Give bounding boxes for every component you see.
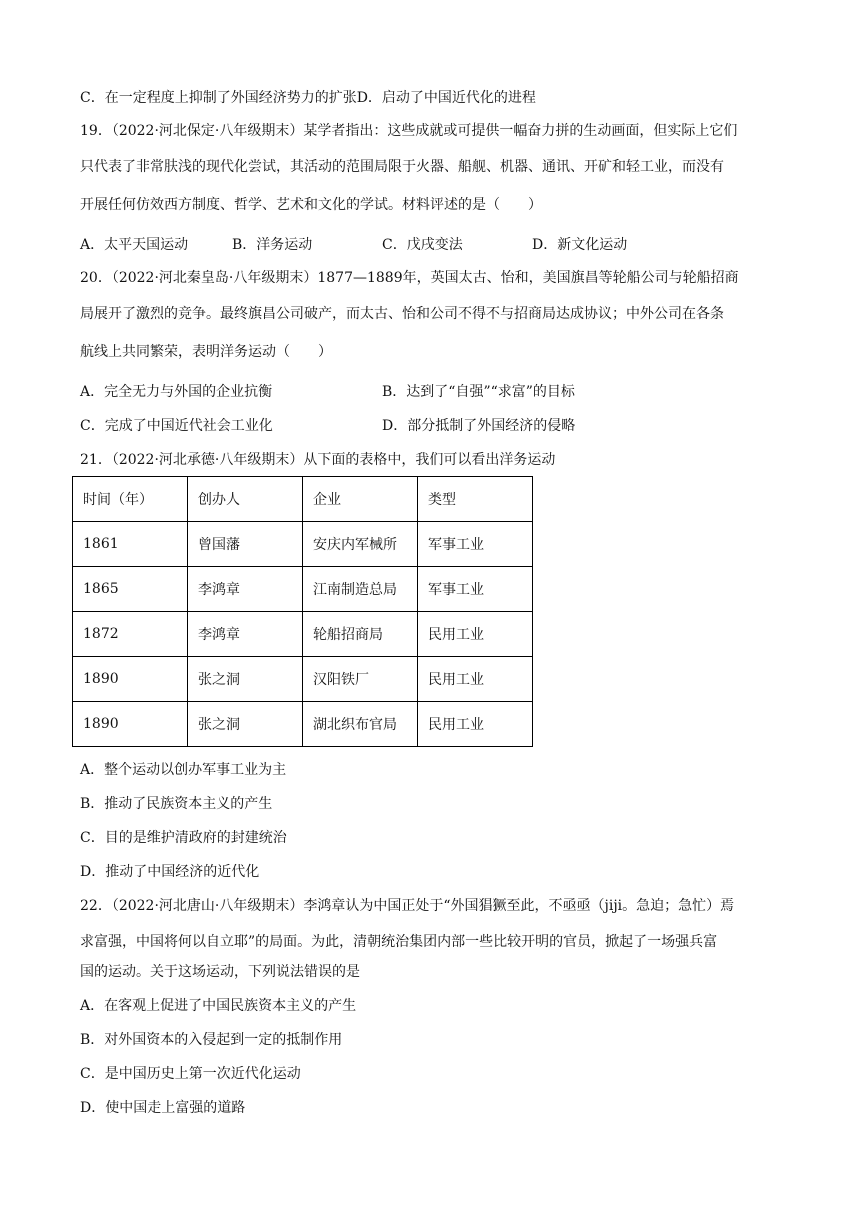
q21-option-b: B．推动了民族资本主义的产生	[80, 796, 273, 812]
table-cell: 1890	[73, 657, 188, 702]
q20-stem-line-3: 航线上共同繁荣，表明洋务运动（ ）	[80, 344, 332, 360]
q20-stem-line-1: 20．（2022·河北秦皇岛·八年级期末）1877—1889年，英国太古、怡和，美国旗昌等轮船公司与轮船招商	[80, 270, 739, 286]
q22-stem-line-3: 国的运动。关于这场运动，下列说法错误的是	[80, 964, 360, 980]
q22-option-b: B．对外国资本的入侵起到一定的抵制作用	[80, 1032, 343, 1048]
q20-stem-line-2: 局展开了激烈的竞争。最终旗昌公司破产，而太古、怡和公司不得不与招商局达成协议；中外公司在各条	[80, 306, 724, 322]
q22-option-c: C．是中国历史上第一次近代化运动	[80, 1066, 301, 1082]
table-cell: 李鸿章	[188, 612, 303, 657]
table-cell: 民用工业	[418, 657, 533, 702]
q22-stem-line-2: 求富强，中国将何以自立耶”的局面。为此，清朝统治集团内部一些比较开明的官员，掀起了一场强兵富	[80, 934, 718, 950]
table-cell: 军事工业	[418, 567, 533, 612]
q22-option-a: A．在客观上促进了中国民族资本主义的产生	[80, 998, 357, 1014]
table-cell: 1890	[73, 702, 188, 747]
table-cell: 民用工业	[418, 612, 533, 657]
q22-option-d: D．使中国走上富强的道路	[80, 1100, 246, 1116]
table-cell: 江南制造总局	[303, 567, 418, 612]
q20-option-c: C．完成了中国近代社会工业化	[80, 418, 273, 434]
q18-options-line: C．在一定程度上抑制了外国经济势力的扩张D．启动了中国近代化的进程	[80, 90, 536, 106]
table-cell: 军事工业	[418, 522, 533, 567]
table-row	[73, 612, 533, 657]
q19-option-b: B．洋务运动	[232, 237, 313, 253]
q21-stem-line: 21．（2022·河北承德·八年级期末）从下面的表格中，我们可以看出洋务运动	[80, 452, 556, 468]
table-cell: 安庆内军械所	[303, 522, 418, 567]
q21-option-a: A．整个运动以创办军事工业为主	[80, 762, 287, 778]
table-cell: 1865	[73, 567, 188, 612]
q20-option-d: D．部分抵制了外国经济的侵略	[382, 418, 576, 434]
q19-option-a: A．太平天国运动	[80, 237, 189, 253]
q21-option-c: C．目的是维护清政府的封建统治	[80, 830, 287, 846]
table-row	[73, 522, 533, 567]
q19-option-d: D．新文化运动	[532, 237, 628, 253]
q19-stem-line-2: 只代表了非常肤浅的现代化尝试，其活动的范围局限于火器、船舰、机器、通讯、开矿和轻工业，而没有	[80, 159, 724, 175]
q19-stem-line-3: 开展任何仿效西方制度、哲学、艺术和文化的学试。材料评述的是（ ）	[80, 197, 542, 213]
table-cell: 张之洞	[188, 657, 303, 702]
q20-option-a: A．完全无力与外国的企业抗衡	[80, 384, 273, 400]
q19-stem-line-1: 19．（2022·河北保定·八年级期末）某学者指出：这些成就或可提供一幅奋力拼的生动画面，但实际上它们	[80, 123, 738, 139]
table-cell: 湖北织布官局	[303, 702, 418, 747]
table-row	[73, 702, 533, 747]
table-cell: 李鸿章	[188, 567, 303, 612]
table-row	[73, 657, 533, 702]
table-header-cell: 类型	[418, 477, 533, 522]
table-header-cell: 企业	[303, 477, 418, 522]
table-row	[73, 567, 533, 612]
enterprise-table	[72, 476, 533, 747]
table-cell: 张之洞	[188, 702, 303, 747]
table-cell: 轮船招商局	[303, 612, 418, 657]
q20-option-b: B．达到了“自强”“求富”的目标	[382, 384, 575, 400]
q22-stem-line-1: 22．（2022·河北唐山·八年级期末）李鸿章认为中国正处于“外国猖獗至此，不亟亟（jiji。急迫；急忙）焉	[80, 898, 735, 914]
q21-option-d: D．推动了中国经济的近代化	[80, 864, 260, 880]
table-cell: 1872	[73, 612, 188, 657]
table-cell: 民用工业	[418, 702, 533, 747]
table-header-cell: 时间（年）	[73, 477, 188, 522]
table-cell: 汉阳铁厂	[303, 657, 418, 702]
q19-option-c: C．戊戌变法	[382, 237, 463, 253]
table-cell: 曾国藩	[188, 522, 303, 567]
table-header-row	[73, 477, 533, 522]
table-cell: 1861	[73, 522, 188, 567]
table-header-cell: 创办人	[188, 477, 303, 522]
